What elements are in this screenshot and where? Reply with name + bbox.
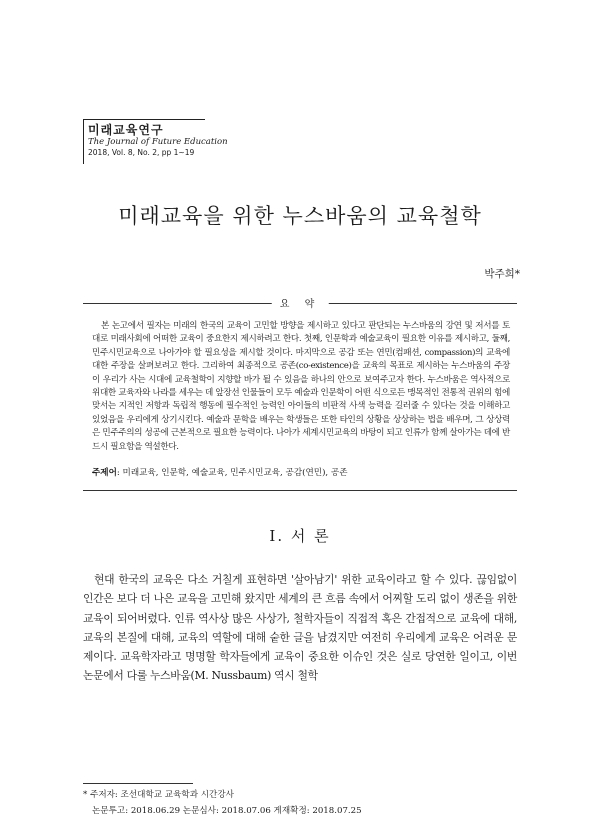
journal-info-box	[83, 119, 228, 164]
abstract-heading: 요 약	[272, 295, 329, 310]
abstract-header	[83, 295, 517, 313]
abstract-body	[92, 320, 510, 454]
abstract-bottom-rule	[83, 490, 517, 491]
journal-name-english: The Journal of Future Education	[88, 137, 228, 147]
journal-name-korean: 미래교육연구	[88, 123, 164, 137]
keywords-line	[92, 467, 510, 479]
footnote	[83, 787, 517, 819]
footnote-rule	[83, 783, 193, 784]
introduction-body	[83, 570, 517, 686]
section-heading: Ⅰ. 서 론	[269, 527, 331, 545]
paper-title: 미래교육을 위한 누스바움의 교육철학	[118, 204, 482, 228]
author-name: 박주희*	[484, 268, 520, 280]
journal-volume-info: 2018, Vol. 8, No. 2, pp 1~19	[88, 148, 195, 157]
introduction-paragraph: 현대 한국의 교육은 다소 거칠게 표현하면 '살아남기' 위한 교육이라고 할 수 있다. 끊임없이 인간은 보다 더 나은 교육을 고민해 왔지만 세계의 큰 흐름 속에서 어찌할 도리 없이 생존을 위한 교육이 되어버렸다. 인류 역사상 많은 사상가, 철학자들이 직접적 혹은 간접적으로 교육에 대해, 교육의 본질에 대해, 교육의 역할에 대해 숱한 글을 남겼지만 여전히 우리에게 교육은 어려운 문제이다. 교육학자라고 명명할 학자들에게 교육이 중요한 이슈인 것은 실로 당연한 일이고, 이번 논문에서 다룰 누스바움(M. Nussbaum) 역시 철학	[83, 573, 517, 683]
footnote-submission-dates: 논문투고: 2018.06.29 논문심사: 2018.07.06 게재확정: 2018.07.25	[92, 806, 362, 816]
abstract-text: 본 논고에서 필자는 미래의 한국의 교육이 고민할 방향을 제시하고 있다고 판단되는 누스바움의 강연 및 저서를 토대로 미래사회에 어떠한 교육이 중요한지 제시하려고 한다. 첫째, 인문학과 예술교육이 필요한 이유를 제시하고, 둘째, 민주시민교육으로 나아가야 할 필요성을 제시할 것이다. 마지막으로 공감 또는 연민(컴패션, compassion)의 교육에 대한 주장을 살펴보려고 한다. 그리하여 최종적으로 공존(co-existence)을 교육의 목표로 제시하는 누스바움의 주장이 우리가 사는 시대에 교육철학이 지향할 바가 될 수 있음을 하나의 안으로 보여주고자 한다. 누스바움은 역사적으로 위대한 교육자와 나라를 세우는 데 앞장선 인물들이 모두 예술과 인문학이 어떤 식으로든 맹목적인 전통적 권위의 힘에 맞서는 지적인 저항과 독립적 행동에 필수적인 능력인 아이들의 비판적 사색 능력을 길러줄 수 있다는 것을 이해하고 있었음을 우리에게 상기시킨다. 예술과 문학을 배우는 학생들은 또한 타인의 상황을 상상하는 법을 배우며, 그 상상력은 민주주의의 성공에 근본적으로 필요한 능력이다. 나아가 세계시민교육의 바탕이 되고 인류가 함께 살아가는 데에 반드시 필요함을 역설한다.	[92, 321, 510, 452]
keywords-label: 주제어	[92, 468, 117, 478]
footnote-author-affiliation: * 주저자: 조선대학교 교육학과 시간강사	[83, 790, 234, 800]
keywords-list: : 미래교육, 인문학, 예술교육, 민주시민교육, 공감(연민), 공존	[116, 468, 348, 478]
